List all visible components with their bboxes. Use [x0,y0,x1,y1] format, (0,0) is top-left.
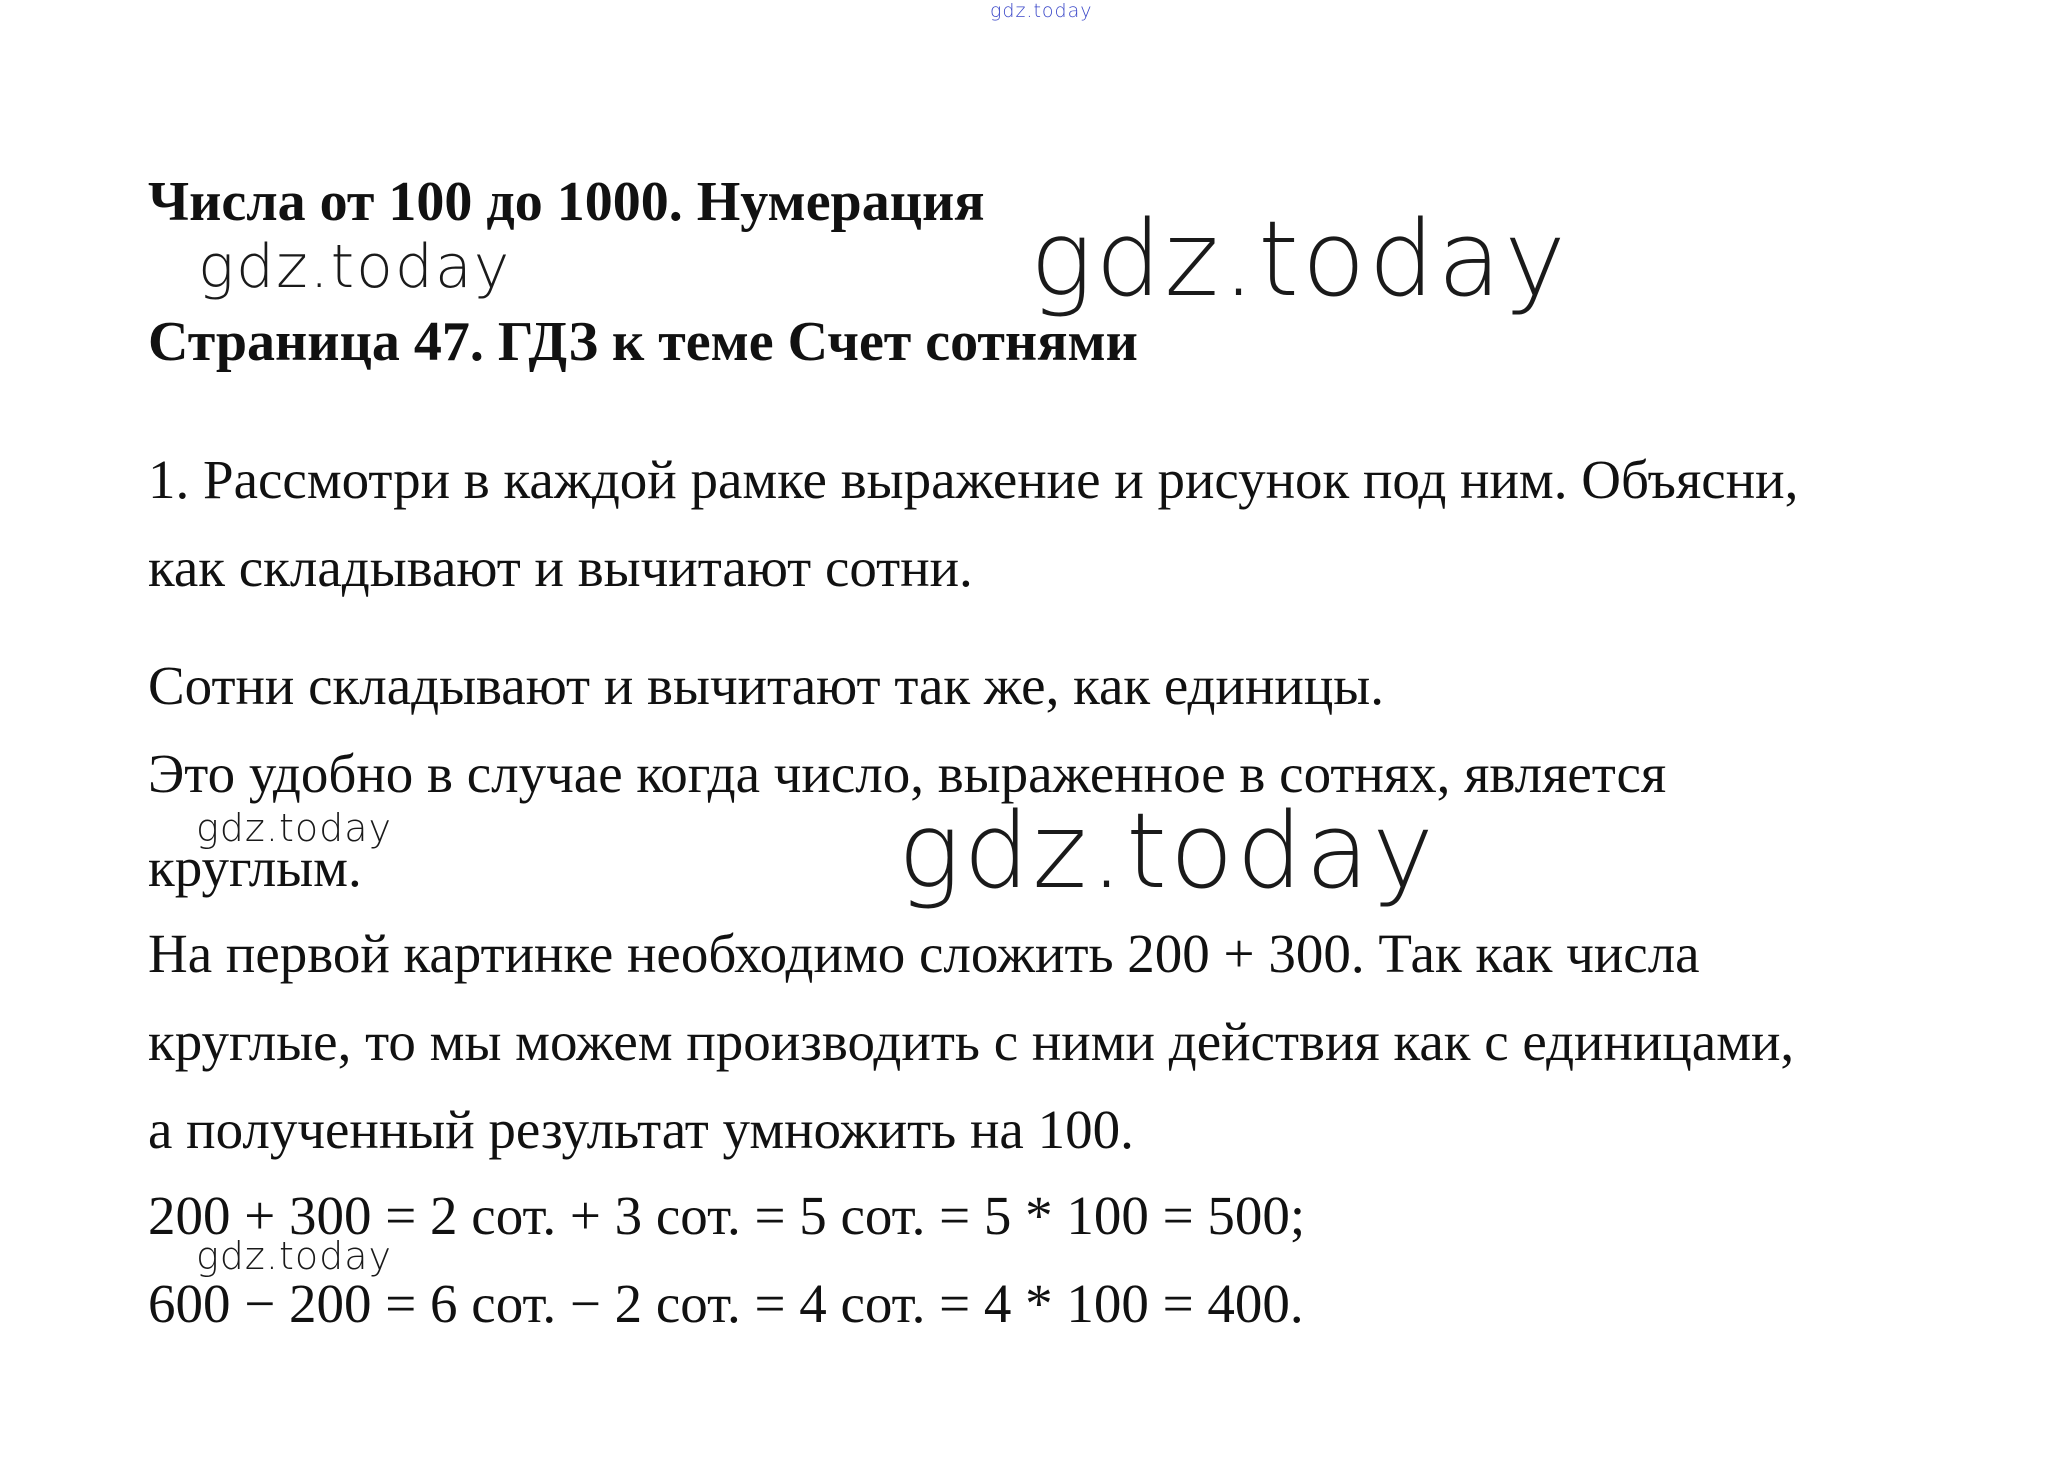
section-title: Числа от 100 до 1000. Нумерация [148,171,985,233]
answer-line-3: круглым. [148,837,362,898]
answer-line-2: Это удобно в случае когда число, выраженное в сотнях, является [148,743,1667,804]
answer-line-4: На первой картинке необходимо сложить 200 + 300. Так как числа [148,923,1700,984]
watermark-small-bottom: gdz.today [196,1234,392,1278]
answer-line-5: круглые, то мы можем производить с ними действия как с единицами, [148,1011,1795,1072]
task-line-2: как складывают и вычитают сотни. [148,537,973,598]
watermark-large-upper: gdz.today [1030,198,1569,320]
task-line-1: 1. Рассмотри в каждой рамке выражение и рисунок под ним. Объясни, [148,449,1799,510]
answer-line-1: Сотни складывают и вычитают так же, как единицы. [148,655,1384,716]
answer-line-8: 600 − 200 = 6 сот. − 2 сот. = 4 сот. = 4 * 100 = 400. [148,1273,1304,1334]
answer-line-6: а полученный результат умножить на 100. [148,1099,1134,1160]
watermark-medium: gdz.today [198,232,512,302]
watermark-small-middle: gdz.today [196,806,392,850]
top-watermark: gdz.today [990,0,1093,22]
page-title: Страница 47. ГДЗ к теме Счет сотнями [148,311,1138,373]
answer-line-7: 200 + 300 = 2 сот. + 3 сот. = 5 сот. = 5 * 100 = 500; [148,1185,1306,1246]
watermark-large-lower: gdz.today [898,790,1437,912]
